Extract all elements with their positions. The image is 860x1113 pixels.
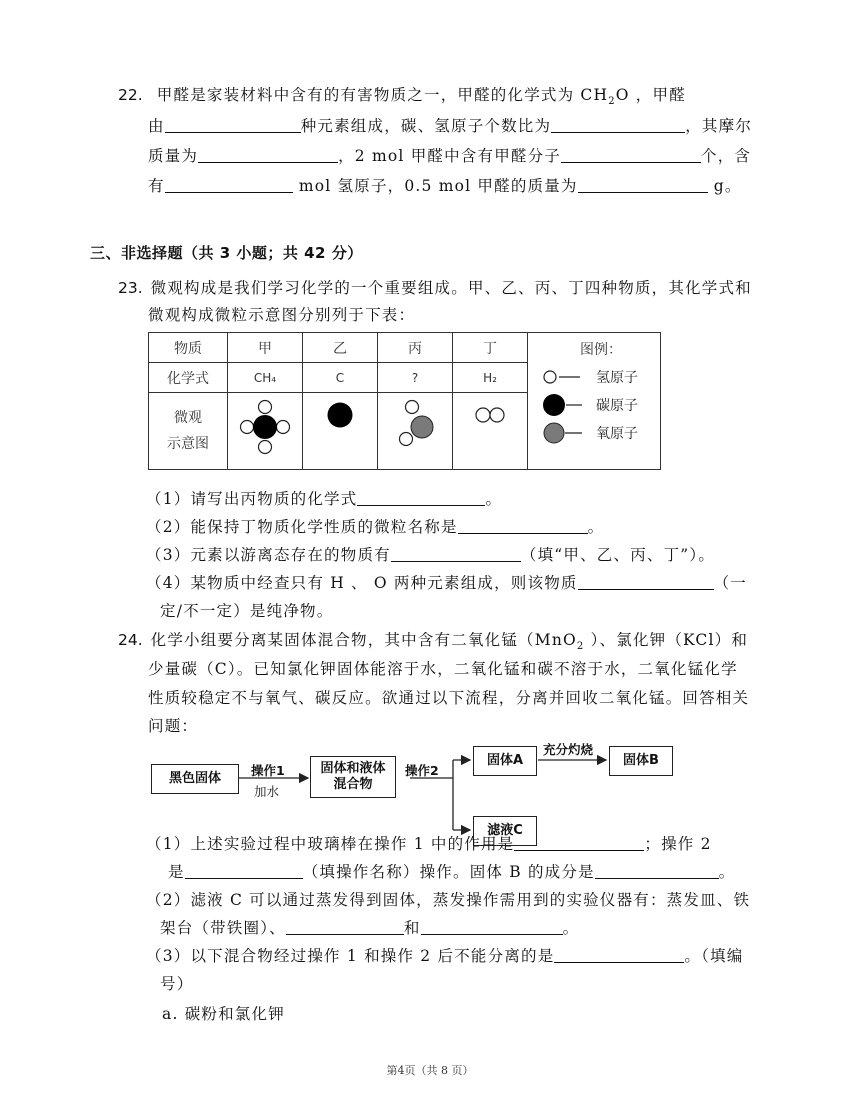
answer-blank[interactable] [198,148,338,163]
q22-line4: 有 mol 氢原子，0.5 mol 甲醛的质量为 g。 [148,177,742,195]
substance-table [148,332,661,470]
flow-burn: 充分灼烧 [543,742,594,757]
q22-line3: 质量为 ，2 mol 甲醛中含有甲醛分子 个，含 [148,147,752,165]
header-substance: 物质 [149,333,228,363]
q23-sub4-cont: 定/不一定）是纯净物。 [160,602,334,620]
answer-blank[interactable] [458,519,588,534]
q24-sub1-cont: 是 （填操作名称）操作。固体 B 的成分是 。 [168,863,736,881]
q23-line1: 23. 微观构成是我们学习化学的一个重要组成。甲、乙、丙、丁四种物质，其化学式和 [118,279,752,297]
oxygen-atom-icon [542,421,590,445]
answer-blank[interactable] [286,920,404,935]
legend-oxygen: 氧原子 [542,419,660,447]
page-footer: 第4页（共 8 页） [386,1064,474,1077]
header-micro: 微观 示意图 [149,393,228,470]
q23-line2: 微观构成微粒示意图分别列于下表： [148,306,416,324]
methane-molecule-icon [228,393,302,465]
hydrogen-atom-icon [542,368,590,386]
formula-yi: C [303,363,378,393]
q22-line1: 22. 甲醛是家装材料中含有的有害物质之一，甲醛的化学式为 $CH_2O$ ，甲醛 [118,86,686,108]
answer-blank[interactable] [578,575,714,590]
flow-box-solid-b: 固体B [609,746,673,776]
q23-number: 23. [118,279,143,297]
flow-box-mixture: 固体和液体 混合物 [310,756,396,798]
q24-sub3-cont: 号） [160,975,194,993]
flow-op1: 操作1 [251,763,285,778]
col-yi: 乙 [303,333,378,363]
answer-blank[interactable] [185,864,303,879]
q24-line3: 性质较稳定不与氧气、碳反应。欲通过以下流程，分离并回收二氧化锰。回答相关 [148,689,750,707]
q24-sub1: （1）上述实验过程中玻璃棒在操作 1 中的作用是 ；操作 2 [146,835,712,853]
q24-line2: 少量碳（C）。已知氯化钾固体能溶于水，二氧化锰和碳不溶于水，二氧化锰化学 [148,660,738,678]
micro-c [303,393,378,470]
flow-box-black-solid: 黑色固体 [151,764,239,794]
flow-box-solid-a: 固体A [473,746,537,776]
answer-blank[interactable] [595,864,719,879]
answer-blank[interactable] [421,920,563,935]
q23-sub2: （2）能保持丁物质化学性质的微粒名称是 。 [146,518,605,536]
micro-ch4 [228,393,303,470]
answer-blank[interactable] [578,178,708,193]
legend-title: 图例： [580,342,622,358]
q22-line2: 由 种元素组成，碳、氢原子个数比为 ，其摩尔 [148,117,753,135]
carbon-atom-icon [542,392,590,418]
flow-op1-sub: 加水 [254,784,280,799]
micro-h2 [453,393,528,470]
answer-blank[interactable] [391,547,521,562]
q24-option-a: a. 碳粉和氯化钾 [162,1005,285,1023]
carbon-molecule-icon [303,393,377,465]
answer-blank[interactable] [561,148,701,163]
q24-sub2-cont: 架台（带铁圈）、 和 。 [160,919,580,937]
header-formula: 化学式 [149,363,228,393]
hydrogen-molecule-icon [453,393,527,465]
answer-blank[interactable] [357,491,485,506]
q24-line4: 问题： [148,717,199,735]
q24-sub2: （2）滤液 C 可以通过蒸发得到固体，蒸发操作需用到的实验仪器有：蒸发皿、铁 [146,891,751,909]
formula-bing: ? [378,363,453,393]
answer-blank[interactable] [554,948,684,963]
q23-sub1: （1）请写出丙物质的化学式 。 [146,490,503,508]
q23-sub3: （3）元素以游离态存在的物质有 （填“甲、乙、丙、丁”）。 [146,546,716,564]
col-ding: 丁 [453,333,528,363]
legend-cell [528,333,661,470]
bing-molecule-icon [378,393,452,465]
formula-ding: H₂ [453,363,528,393]
micro-bing [378,393,453,470]
answer-blank[interactable] [551,118,685,133]
legend-hydrogen: 氢原子 [542,363,660,391]
answer-blank[interactable] [514,836,644,851]
legend-carbon: 碳原子 [542,391,660,419]
answer-blank[interactable] [165,118,301,133]
col-bing: 丙 [378,333,453,363]
flow-op2: 操作2 [405,763,439,778]
q24-line1: 24. 化学小组要分离某固体混合物，其中含有二氧化锰（MnO$_2$ ）、氯化钾（KCl）和 [118,631,749,653]
section-title: 三、非选择题（共 3 小题；共 42 分） [90,244,363,262]
col-jia: 甲 [228,333,303,363]
q23-sub4: （4）某物质中经查只有 H 、 O 两种元素组成，则该物质 （一 [146,574,748,592]
flow-box-filtrate-c: 滤液C [473,816,537,846]
q24-number: 24. [118,631,143,649]
q22-number: 22. [118,86,143,104]
formula-jia: CH₄ [228,363,303,393]
answer-blank[interactable] [165,178,293,193]
q24-sub3: （3）以下混合物经过操作 1 和操作 2 后不能分离的是 。（填编 [146,947,744,965]
